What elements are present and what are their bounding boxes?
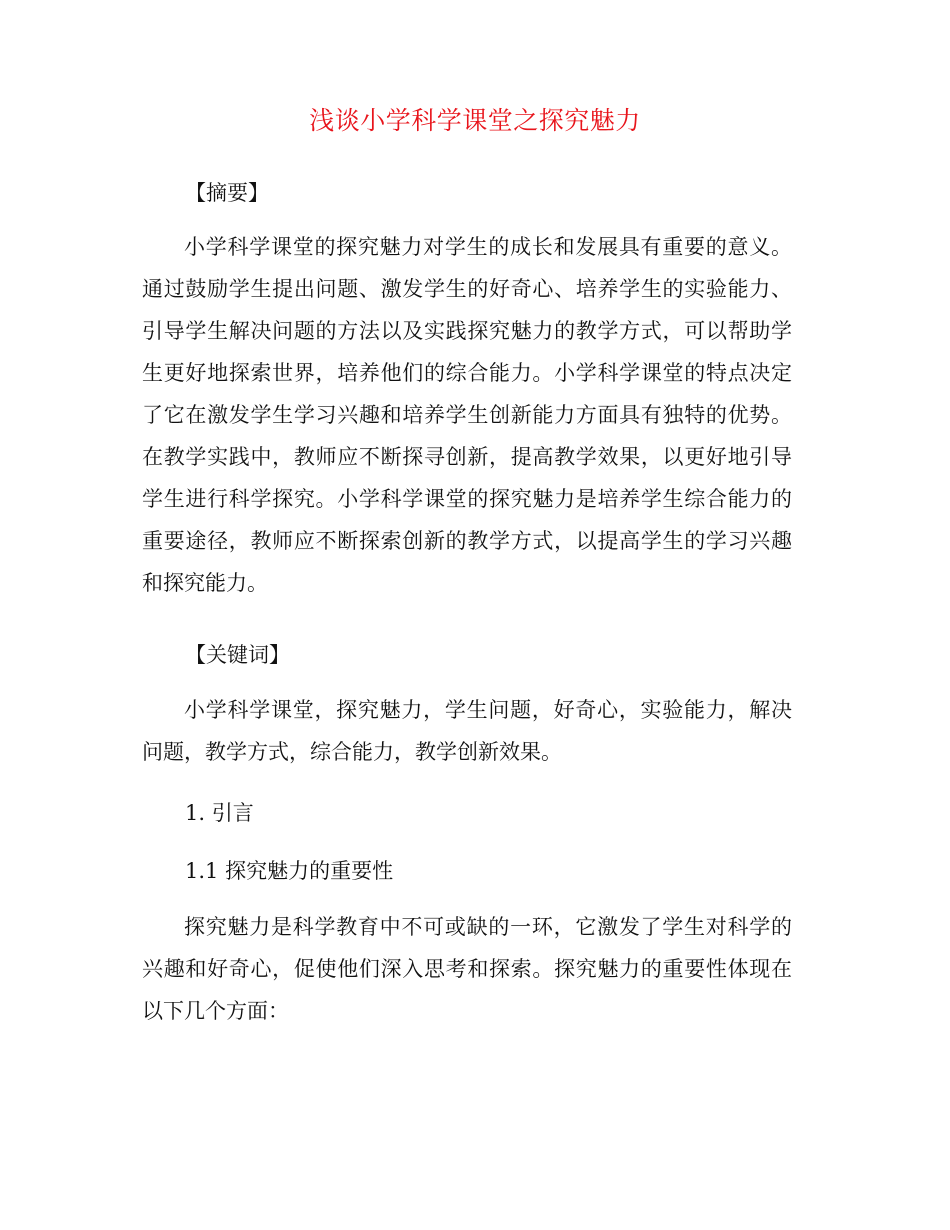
keywords-paragraph: 小学科学课堂，探究魅力，学生问题，好奇心，实验能力，解决问题，教学方式，综合能力，教学创新效果。: [142, 698, 792, 764]
document-title: 浅谈小学科学课堂之探究魅力: [309, 106, 641, 135]
keywords-heading: 【关键词】: [185, 643, 290, 667]
section-1-1-heading: 1.1 探究魅力的重要性: [185, 859, 394, 883]
abstract-heading: 【摘要】: [185, 181, 269, 205]
abstract-paragraph: 小学科学课堂的探究魅力对学生的成长和发展具有重要的意义。通过鼓励学生提出问题、激发学生的好奇心、培养学生的实验能力、引导学生解决问题的方法以及实践探究魅力的教学方式，可以帮助学生更好地探索世界，培养他们的综合能力。小学科学课堂的特点决定了它在激发学生学习兴趣和培养学生创新能力方面具有独特的优势。在教学实践中，教师应不断探寻创新，提高教学效果，以更好地引导学生进行科学探究。小学科学课堂的探究魅力是培养学生综合能力的重要途径，教师应不断探索创新的教学方式，以提高学生的学习兴趣和探究能力。: [142, 235, 792, 595]
section-1-heading: 1. 引言: [185, 801, 254, 825]
section-1-1-paragraph: 探究魅力是科学教育中不可或缺的一环，它激发了学生对科学的兴趣和好奇心，促使他们深入思考和探索。探究魅力的重要性体现在以下几个方面：: [142, 915, 792, 1023]
